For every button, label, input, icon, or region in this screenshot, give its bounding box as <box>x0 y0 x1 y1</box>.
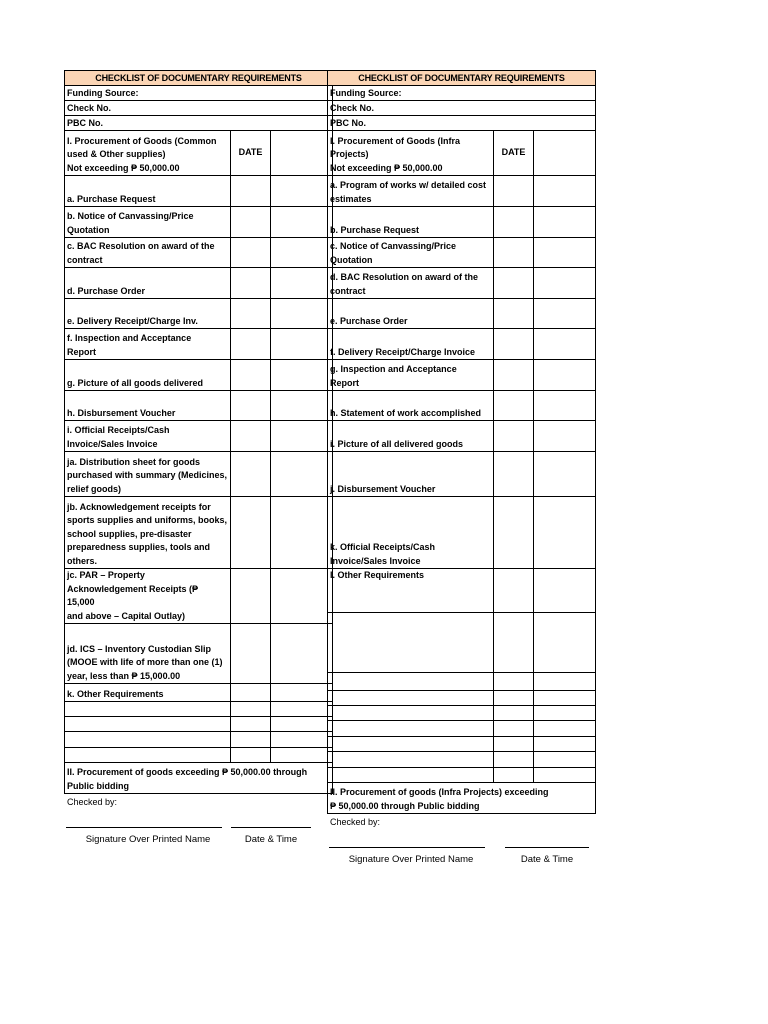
funding-source-label: Funding Source: <box>328 86 596 101</box>
requirement-row <box>65 391 333 421</box>
date-time-line <box>231 827 311 828</box>
checkbox-cell[interactable] <box>271 732 333 748</box>
text-line: and above – Capital Outlay) <box>67 610 186 621</box>
info-row <box>328 116 596 131</box>
title-row <box>328 71 596 86</box>
requirement-row <box>65 421 333 452</box>
checkbox-cell[interactable] <box>271 702 333 717</box>
requirement-label <box>65 299 231 329</box>
date-cell[interactable] <box>231 268 271 299</box>
requirement-label <box>328 238 494 268</box>
requirement-row <box>65 207 333 238</box>
requirement-label <box>65 329 231 360</box>
blank-row <box>328 691 596 706</box>
checkbox-cell[interactable] <box>534 238 596 268</box>
requirement-row <box>65 624 333 684</box>
signature-line <box>66 827 222 828</box>
text-line: e. Delivery Receipt/Charge Inv. <box>67 315 198 326</box>
requirement-label <box>328 329 494 360</box>
requirement-label <box>65 207 231 238</box>
other-requirements-row <box>65 684 333 702</box>
date-cell[interactable] <box>494 569 534 613</box>
checkbox-cell[interactable] <box>271 569 333 624</box>
blank-row <box>328 673 596 691</box>
checkbox-cell[interactable] <box>534 706 596 721</box>
funding-source-label: Funding Source: <box>65 86 333 101</box>
info-row <box>328 86 596 101</box>
checkbox-cell[interactable] <box>534 391 596 421</box>
checkbox-cell[interactable] <box>534 329 596 360</box>
text-line: estimates <box>330 193 372 204</box>
requirement-label <box>328 391 494 421</box>
section-header-row <box>328 131 596 176</box>
text-line: e. Purchase Order <box>330 315 408 326</box>
requirement-row <box>65 452 333 497</box>
date-cell[interactable] <box>494 238 534 268</box>
date-cell[interactable] <box>494 421 534 452</box>
requirement-row <box>328 452 596 497</box>
text-line: Not exceeding ₱ 50,000.00 <box>330 162 443 173</box>
text-line: Invoice/Sales Invoice <box>330 555 421 566</box>
text-line: ₱ 50,000.00 through Public bidding <box>330 800 480 811</box>
requirement-row <box>65 176 333 207</box>
date-cell[interactable] <box>494 613 534 673</box>
checklist-title: CHECKLIST OF DOCUMENTARY REQUIREMENTS <box>65 71 333 86</box>
date-cell[interactable] <box>231 748 271 763</box>
text-line: contract <box>330 285 366 296</box>
text-line: ja. Distribution sheet for goods <box>67 456 201 467</box>
requirement-label <box>65 268 231 299</box>
other-requirements-label: l. Other Requirements <box>328 569 494 613</box>
text-line: i. Official Receipts/Cash <box>67 425 170 435</box>
requirement-row <box>328 176 596 207</box>
section2-title <box>328 783 596 814</box>
checked-by-label: Checked by: <box>67 797 118 807</box>
checkbox-cell[interactable] <box>271 131 333 176</box>
checkbox-cell[interactable] <box>271 207 333 238</box>
requirement-row <box>328 238 596 268</box>
check-no-label: Check No. <box>65 101 333 116</box>
date-cell[interactable] <box>231 391 271 421</box>
checked-by-label: Checked by: <box>330 817 381 827</box>
blank-row <box>328 752 596 768</box>
section1-title <box>65 131 231 176</box>
date-cell[interactable] <box>494 497 534 569</box>
blank-row <box>65 717 333 732</box>
date-cell[interactable] <box>494 391 534 421</box>
date-cell[interactable] <box>494 673 534 691</box>
text-line: Acknowledgement Receipts (₱ 15,000 <box>67 583 199 607</box>
blank-cell[interactable] <box>328 691 494 706</box>
date-cell[interactable] <box>494 268 534 299</box>
text-line: Report <box>330 377 359 388</box>
signature-block <box>64 827 332 867</box>
blank-cell[interactable] <box>65 702 231 717</box>
title-row <box>65 71 333 86</box>
blank-cell[interactable] <box>328 721 494 737</box>
requirement-label <box>328 268 494 299</box>
text-line: g. Picture of all goods delivered <box>67 377 204 388</box>
date-cell[interactable] <box>231 299 271 329</box>
requirement-row <box>328 207 596 238</box>
text-line: c. BAC Resolution on award of the <box>67 241 215 251</box>
date-cell[interactable] <box>231 732 271 748</box>
requirement-row <box>328 299 596 329</box>
text-line: b. Purchase Request <box>330 224 420 235</box>
text-line: g. Inspection and Acceptance <box>330 364 457 374</box>
blank-cell[interactable] <box>328 673 494 691</box>
date-column-header: DATE <box>494 131 534 176</box>
date-time-label: Date & Time <box>244 834 298 845</box>
blank-cell[interactable] <box>65 748 231 763</box>
info-row <box>65 101 333 116</box>
requirement-label <box>328 299 494 329</box>
requirement-label <box>328 497 494 569</box>
date-cell[interactable] <box>494 768 534 783</box>
requirement-row <box>65 268 333 299</box>
text-line: (MOOE with life of more than one (1) <box>67 657 223 667</box>
text-line: II. Procurement of goods (Infra Projects) exceeding <box>330 787 549 797</box>
section2-row <box>328 783 596 814</box>
right-checklist <box>327 70 595 887</box>
requirement-label <box>328 176 494 207</box>
checklist-table <box>64 70 333 794</box>
requirement-row <box>328 421 596 452</box>
requirement-row <box>328 329 596 360</box>
date-cell[interactable] <box>231 624 271 684</box>
section-header-row <box>65 131 333 176</box>
checkbox-cell[interactable] <box>271 299 333 329</box>
date-cell[interactable] <box>231 684 271 702</box>
date-cell[interactable] <box>494 706 534 721</box>
text-line: year, less than ₱ 15,000.00 <box>67 670 181 681</box>
requirement-label <box>328 360 494 391</box>
date-cell[interactable] <box>494 176 534 207</box>
text-line: contract <box>67 254 103 265</box>
text-line: I. Procurement of Goods (Common <box>67 135 217 146</box>
checkbox-cell[interactable] <box>534 176 596 207</box>
blank-cell[interactable] <box>328 737 494 752</box>
other-requirements-label: k. Other Requirements <box>65 684 231 702</box>
text-line: II. Procurement of goods exceeding ₱ 50,000.00 through <box>67 767 308 777</box>
checkbox-cell[interactable] <box>534 691 596 706</box>
signature-line <box>329 847 485 848</box>
requirement-label <box>65 391 231 421</box>
requirement-row <box>65 299 333 329</box>
checkbox-cell[interactable] <box>271 452 333 497</box>
text-line: relief goods) <box>67 483 122 494</box>
blank-row <box>328 613 596 673</box>
blank-cell[interactable] <box>328 706 494 721</box>
checkbox-cell[interactable] <box>271 624 333 684</box>
blank-cell[interactable] <box>65 732 231 748</box>
text-line: preparedness supplies, tools and <box>67 542 211 552</box>
requirement-row <box>328 497 596 569</box>
text-line: Quotation <box>330 254 373 265</box>
check-no-label: Check No. <box>328 101 596 116</box>
requirement-row <box>65 329 333 360</box>
requirement-label <box>65 497 231 569</box>
requirement-row <box>65 238 333 268</box>
text-line: Report <box>67 346 96 357</box>
text-line: d. BAC Resolution on award of the <box>330 272 478 282</box>
requirement-label <box>65 360 231 391</box>
date-cell[interactable] <box>231 360 271 391</box>
text-line: Public bidding <box>67 780 129 791</box>
date-time-label: Date & Time <box>520 854 574 865</box>
date-cell[interactable] <box>231 238 271 268</box>
text-line: I. Procurement of Goods (Infra <box>330 135 461 146</box>
blank-cell[interactable] <box>65 717 231 732</box>
requirement-label <box>65 176 231 207</box>
checkbox-cell[interactable] <box>534 360 596 391</box>
signature-label: Signature Over Printed Name <box>85 834 211 845</box>
checkbox-cell[interactable] <box>271 497 333 569</box>
checkbox-cell[interactable] <box>271 717 333 732</box>
date-time-line <box>505 847 589 848</box>
info-row <box>65 116 333 131</box>
requirement-label <box>65 452 231 497</box>
requirement-row <box>65 360 333 391</box>
checkbox-cell[interactable] <box>271 684 333 702</box>
info-row <box>328 101 596 116</box>
section1-title <box>328 131 494 176</box>
signature-block <box>327 847 595 887</box>
text-line: f. Delivery Receipt/Charge Invoice <box>330 346 476 357</box>
text-line: jb. Acknowledgement receipts for <box>67 501 211 512</box>
text-line: others. <box>67 555 98 566</box>
date-cell[interactable] <box>231 329 271 360</box>
checkbox-cell[interactable] <box>534 268 596 299</box>
text-line: Invoice/Sales Invoice <box>67 438 158 449</box>
requirement-label <box>328 207 494 238</box>
date-cell[interactable] <box>231 717 271 732</box>
checkbox-cell[interactable] <box>534 452 596 497</box>
date-cell[interactable] <box>494 207 534 238</box>
date-cell[interactable] <box>494 691 534 706</box>
text-line: k. Official Receipts/Cash <box>330 542 436 552</box>
text-line: h. Disbursement Voucher <box>67 407 176 418</box>
info-row <box>65 86 333 101</box>
checkbox-cell[interactable] <box>271 238 333 268</box>
checkbox-cell[interactable] <box>534 752 596 768</box>
checkbox-cell[interactable] <box>534 673 596 691</box>
date-cell[interactable] <box>231 421 271 452</box>
checkbox-cell[interactable] <box>271 268 333 299</box>
requirement-label <box>65 421 231 452</box>
text-line: b. Notice of Canvassing/Price <box>67 211 194 221</box>
text-line: jd. ICS – Inventory Custodian Slip <box>67 643 212 654</box>
pbc-no-label: PBC No. <box>65 116 333 131</box>
checkbox-cell[interactable] <box>271 360 333 391</box>
requirement-label <box>328 452 494 497</box>
checkbox-cell[interactable] <box>534 737 596 752</box>
date-cell[interactable] <box>231 452 271 497</box>
checkbox-cell[interactable] <box>534 721 596 737</box>
requirement-label <box>65 569 231 624</box>
checkbox-cell[interactable] <box>534 497 596 569</box>
blank-row <box>328 737 596 752</box>
blank-cell[interactable] <box>328 613 494 673</box>
blank-row <box>328 721 596 737</box>
requirement-label <box>328 421 494 452</box>
text-line: jc. PAR – Property <box>67 570 145 580</box>
date-cell[interactable] <box>494 737 534 752</box>
date-cell[interactable] <box>494 360 534 391</box>
text-line: used & Other supplies) <box>67 149 166 159</box>
date-cell[interactable] <box>494 721 534 737</box>
checkbox-cell[interactable] <box>271 391 333 421</box>
text-line: c. Notice of Canvassing/Price <box>330 241 457 251</box>
text-line: d. Purchase Order <box>67 285 146 296</box>
text-line: Projects) <box>330 149 369 159</box>
text-line: j. Disbursement Voucher <box>330 483 436 494</box>
section2-row <box>65 763 333 794</box>
blank-row <box>65 732 333 748</box>
blank-cell[interactable] <box>328 768 494 783</box>
pbc-no-label: PBC No. <box>328 116 596 131</box>
text-line: school supplies, pre-disaster <box>67 528 192 539</box>
text-line: f. Inspection and Acceptance <box>67 333 192 343</box>
date-cell[interactable] <box>494 752 534 768</box>
text-line: sports supplies and uniforms, books, <box>67 515 228 525</box>
blank-row <box>65 702 333 717</box>
checklist-title: CHECKLIST OF DOCUMENTARY REQUIREMENTS <box>328 71 596 86</box>
date-column-header: DATE <box>231 131 271 176</box>
blank-row <box>65 748 333 763</box>
checkbox-cell[interactable] <box>534 131 596 176</box>
section2-title <box>65 763 333 794</box>
checkbox-cell[interactable] <box>271 748 333 763</box>
date-cell[interactable] <box>231 497 271 569</box>
text-line: a. Program of works w/ detailed cost <box>330 180 487 190</box>
other-requirements-row <box>328 569 596 613</box>
date-cell[interactable] <box>494 329 534 360</box>
checkbox-cell[interactable] <box>271 329 333 360</box>
checkbox-cell[interactable] <box>534 299 596 329</box>
requirement-row <box>328 391 596 421</box>
checkbox-cell[interactable] <box>271 421 333 452</box>
checkbox-cell[interactable] <box>534 613 596 673</box>
text-line: a. Purchase Request <box>67 193 156 204</box>
signature-label: Signature Over Printed Name <box>348 854 474 865</box>
checkbox-cell[interactable] <box>534 768 596 783</box>
requirement-row <box>65 497 333 569</box>
requirement-label <box>65 624 231 684</box>
date-cell[interactable] <box>231 176 271 207</box>
requirement-row <box>328 360 596 391</box>
date-cell[interactable] <box>231 569 271 624</box>
left-checklist <box>64 70 332 867</box>
text-line: h. Statement of work accomplished <box>330 407 482 418</box>
date-cell[interactable] <box>494 452 534 497</box>
checkbox-cell[interactable] <box>534 569 596 613</box>
text-line: i. Picture of all delivered goods <box>330 438 464 449</box>
text-line: Quotation <box>67 224 110 235</box>
date-cell[interactable] <box>231 702 271 717</box>
requirement-row <box>328 268 596 299</box>
blank-row <box>328 706 596 721</box>
text-line: purchased with summary (Medicines, <box>67 470 228 480</box>
date-cell[interactable] <box>231 207 271 238</box>
requirement-label <box>65 238 231 268</box>
checkbox-cell[interactable] <box>534 207 596 238</box>
blank-row <box>328 768 596 783</box>
blank-cell[interactable] <box>328 752 494 768</box>
checkbox-cell[interactable] <box>271 176 333 207</box>
date-cell[interactable] <box>494 299 534 329</box>
text-line: Not exceeding ₱ 50,000.00 <box>67 162 180 173</box>
checkbox-cell[interactable] <box>534 421 596 452</box>
requirement-row <box>65 569 333 624</box>
checklist-table <box>327 70 596 814</box>
